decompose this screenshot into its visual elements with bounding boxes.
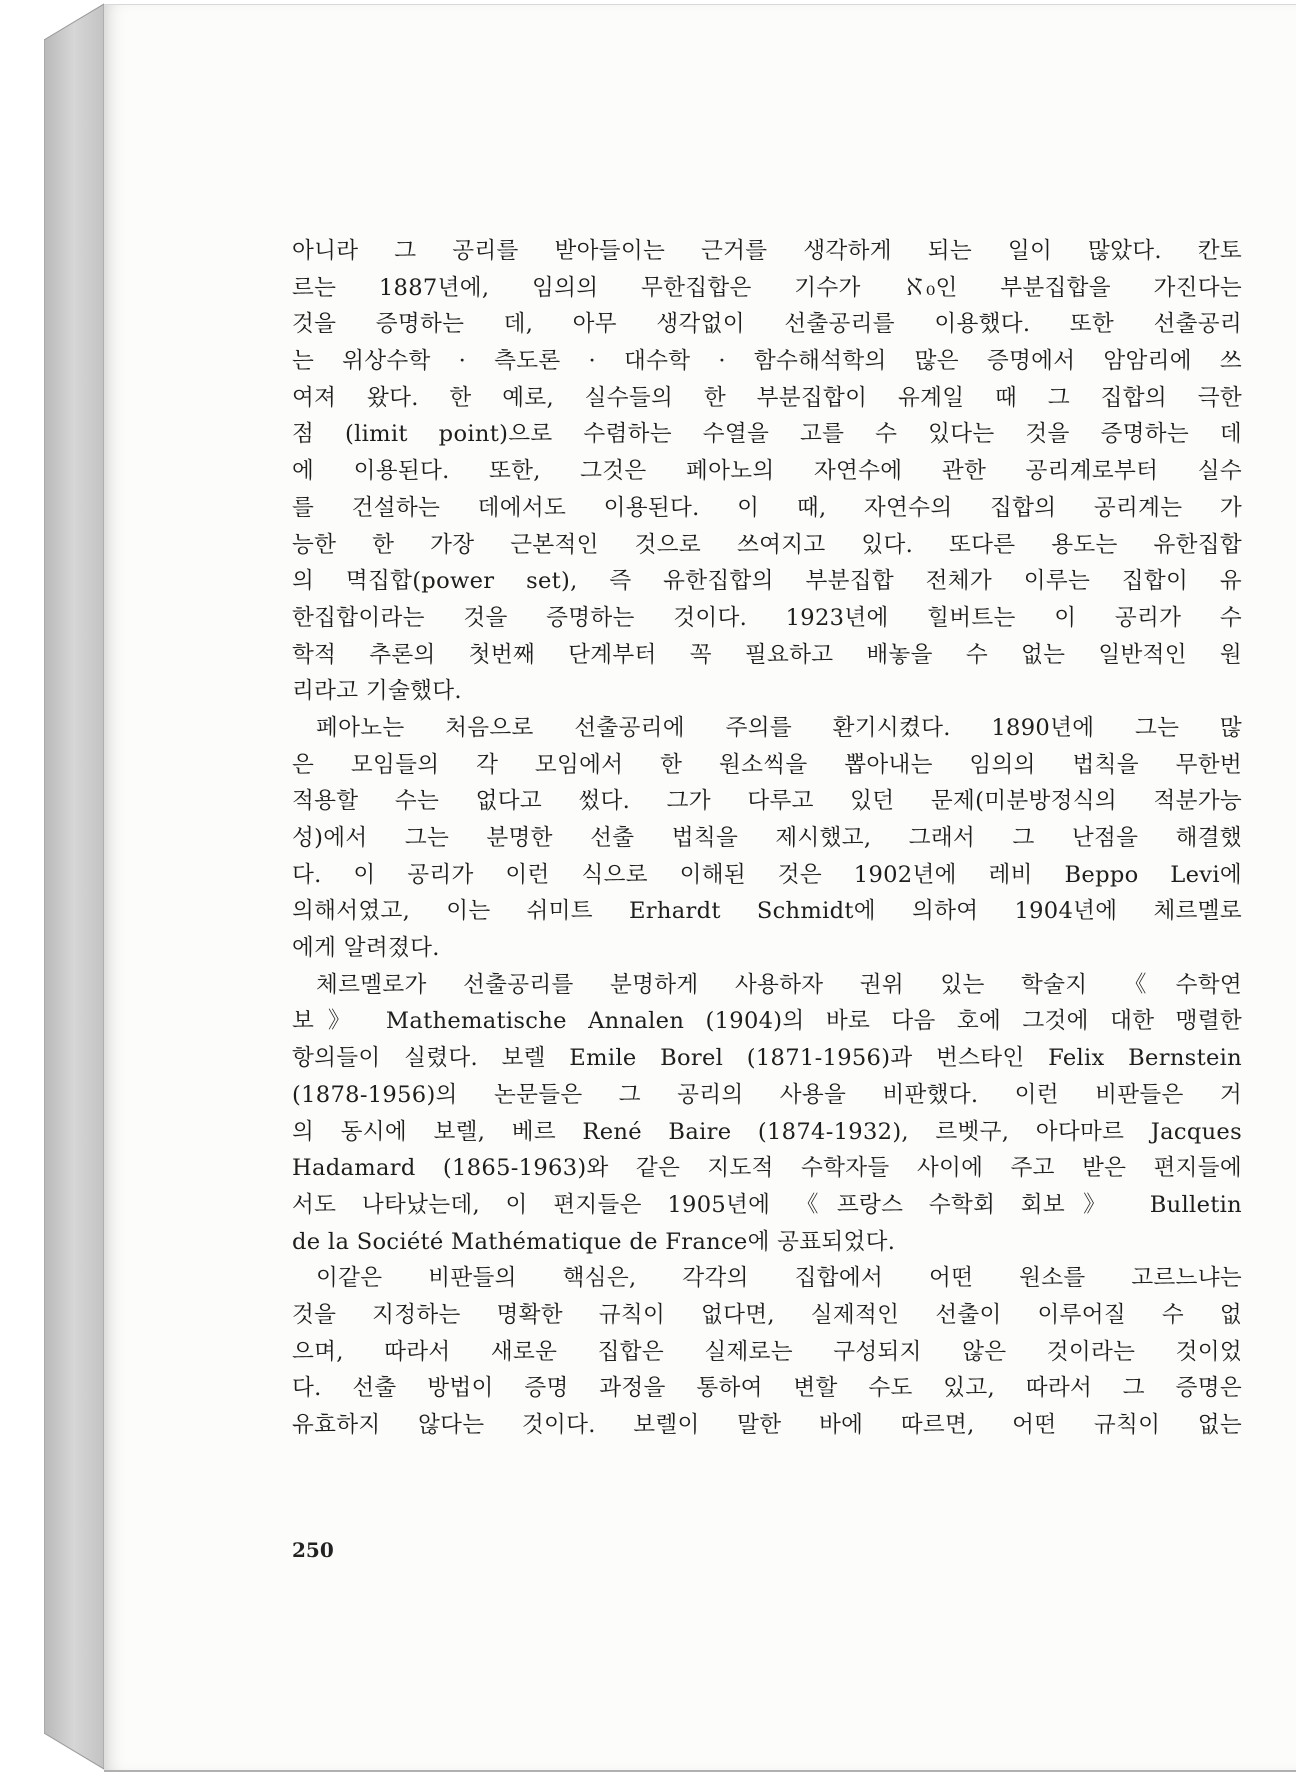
- text-line: 유효하지 않다는 것이다. 보렐이 말한 바에 따르면, 어떤 규칙이 없는: [292, 1412, 1242, 1438]
- text-line: 의 멱집합(power set), 즉 유한집합의 부분집합 전체가 이루는 집합이 유: [292, 568, 1242, 595]
- text-line: 보》 Mathematische Annalen (1904)의 바로 다음 호에 그것에 대한 맹렬한: [292, 1008, 1242, 1035]
- page-text: [292, 233, 1242, 1444]
- text-line: 것을 지정하는 명확한 규칙이 없다면, 실제적인 선출이 이루어질 수 없: [292, 1301, 1242, 1328]
- text-line: (1878-1956)의 논문들은 그 공리의 사용을 비판했다. 이런 비판들은 거: [292, 1081, 1242, 1108]
- text-line: 에 이용된다. 또한, 그것은 페아노의 자연수에 관한 공리계로부터 실수: [292, 458, 1242, 485]
- text-line: 여져 왔다. 한 예로, 실수들의 한 부분집합이 유계일 때 그 집합의 극한: [292, 384, 1242, 411]
- text-line: 다. 선출 방법이 증명 과정을 통하여 변할 수도 있고, 따라서 그 증명은: [292, 1375, 1242, 1402]
- text-line: 으며, 따라서 새로운 집합은 실제로는 구성되지 않은 것이라는 것이었: [292, 1338, 1242, 1365]
- text-line: 항의들이 실렸다. 보렐 Emile Borel (1871-1956)과 번스타인 Felix Bernstein: [292, 1045, 1242, 1072]
- text-line: 한집합이라는 것을 증명하는 것이다. 1923년에 힐버트는 이 공리가 수: [292, 604, 1242, 631]
- text-line: Hadamard (1865-1963)와 같은 지도적 수학자들 사이에 주고 받은 편지들에: [292, 1155, 1242, 1182]
- text-line: 의 동시에 보렐, 베르 René Baire (1874-1932), 르벳구, 아다마르 Jacques: [292, 1118, 1242, 1145]
- text-line: 페아노는 처음으로 선출공리에 주의를 환기시켰다. 1890년에 그는 많: [316, 714, 1242, 741]
- text-line: 이같은 비판들의 핵심은, 각각의 집합에서 어떤 원소를 고르느냐는: [316, 1265, 1242, 1292]
- book-page: [104, 4, 1296, 1772]
- text-line: 르는 1887년에, 임의의 무한집합은 기수가 ℵ₀인 부분집합을 가진다는: [292, 274, 1242, 301]
- text-line: 능한 한 가장 근본적인 것으로 쓰여지고 있다. 또다른 용도는 유한집합: [292, 531, 1242, 558]
- text-line: 성)에서 그는 분명한 선출 법칙을 제시했고, 그래서 그 난점을 해결했: [292, 825, 1242, 851]
- text-line: 체르멜로가 선출공리를 분명하게 사용하자 권위 있는 학술지 《수학연: [316, 971, 1242, 998]
- text-line: de la Société Mathématique de France에 공표되었다.: [292, 1228, 896, 1255]
- text-line: 적용할 수는 없다고 썼다. 그가 다루고 있던 문제(미분방정식의 적분가능: [292, 788, 1242, 815]
- text-line: 다. 이 공리가 이런 식으로 이해된 것은 1902년에 레비 Beppo Levi에: [292, 861, 1242, 888]
- text-line: 점 (limit point)으로 수렴하는 수열을 고를 수 있다는 것을 증명하는 데: [292, 421, 1242, 448]
- text-line: 를 건설하는 데에서도 이용된다. 이 때, 자연수의 집합의 공리계는 가: [292, 494, 1242, 521]
- text-line: 것을 증명하는 데, 아무 생각없이 선출공리를 이용했다. 또한 선출공리: [292, 311, 1242, 338]
- text-line: 는 위상수학 · 측도론 · 대수학 · 함수해석학의 많은 증명에서 암암리에 쓰: [292, 348, 1242, 375]
- text-line: 에게 알려졌다.: [292, 935, 440, 962]
- text-line: 학적 추론의 첫번째 단계부터 꼭 필요하고 배놓을 수 없는 일반적인 원: [292, 641, 1242, 668]
- text-line: 리라고 기술했다.: [292, 678, 462, 705]
- text-line: 서도 나타났는데, 이 편지들은 1905년에 《프랑스 수학회 회보》 Bulletin: [292, 1191, 1242, 1218]
- text-line: 은 모임들의 각 모임에서 한 원소씩을 뽑아내는 임의의 법칙을 무한번: [292, 751, 1242, 778]
- book-spine: [44, 0, 104, 1773]
- text-line: 아니라 그 공리를 받아들이는 근거를 생각하게 되는 일이 많았다. 칸토: [292, 238, 1242, 264]
- text-line: 의해서였고, 이는 쉬미트 Erhardt Schmidt에 의하여 1904년에 체르멜로: [292, 898, 1242, 925]
- page-number: 250: [292, 1538, 334, 1562]
